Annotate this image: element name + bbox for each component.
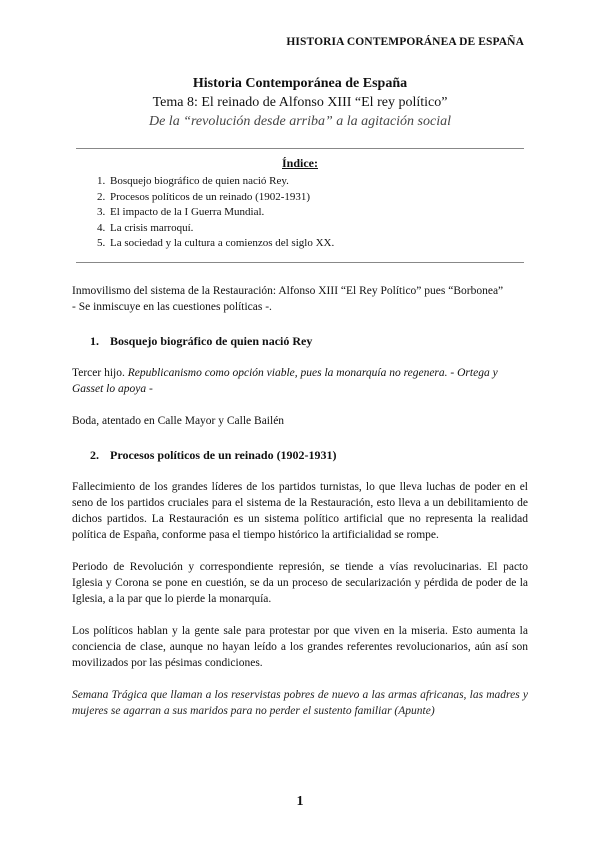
- section-2-paragraph-3: Los políticos hablan y la gente sale para protestar por que viven en la miseria. Esto aumenta la conciencia de clase, aunque no hayan leído a los grandes referentes revolucionarios, aún así son movilizados por las pésimas condiciones.: [72, 625, 528, 669]
- section-2-paragraph-1: Fallecimiento de los grandes líderes de los partidos turnistas, lo que lleva luchas de poder en el seno de los partidos cruciales para el sistema de la Restauración, esto lleva a un debilitamiento de dichos partidos. La Restauración es un sistema político artificial que no representa la realidad política de España, conforme pasa el tiempo histórico la artificialidad se rompe.: [72, 481, 528, 541]
- document-body: [72, 283, 528, 719]
- section-title: Procesos políticos de un reinado (1902-1931): [110, 448, 337, 462]
- section-2-paragraph-2: Periodo de Revolución y correspondiente represión, se tiende a vías revolucinarias. El pacto Iglesia y Corona se pone en cuestión, se da un proceso de secularización y pérdida de poder de la Iglesia, a la par que lo pierde la monarquía.: [72, 561, 528, 605]
- section-number: 1.: [90, 334, 99, 348]
- section-title: Bosquejo biográfico de quien nació Rey: [110, 334, 313, 348]
- intro-line-2: - Se inmiscuye en las cuestiones políticas -.: [72, 301, 272, 313]
- index-item: 5. La sociedad y la cultura a comienzos del siglo XX.: [108, 236, 524, 252]
- index-item: 4. La crisis marroquí.: [108, 221, 524, 237]
- table-of-contents: [76, 156, 524, 252]
- paragraph-plain-text: Tercer hijo.: [72, 367, 128, 379]
- document-title: Historia Contemporánea de España: [192, 76, 408, 91]
- document-tagline: De la “revolución desde arriba” a la agitación social: [148, 114, 451, 129]
- document-subtitle: Tema 8: El reinado de Alfonso XIII “El rey político”: [152, 95, 448, 110]
- section-number: 2.: [90, 448, 99, 462]
- top-divider: [76, 148, 524, 149]
- section-2-heading: [72, 447, 528, 463]
- index-item: 1. Bosquejo biográfico de quien nació Rey.: [108, 174, 524, 190]
- section-2-paragraph-4: Semana Trágica que llaman a los reservistas pobres de nuevo a las armas africanas, las madres y mujeres se agarran a sus maridos para no perder el sustento familiar (Apunte): [72, 689, 528, 717]
- section-1-paragraph-2: Boda, atentado en Calle Mayor y Calle Bailén: [72, 415, 285, 427]
- index-item: 3. El impacto de la I Guerra Mundial.: [108, 205, 524, 221]
- intro-line-1: Inmovilismo del sistema de la Restauración: Alfonso XIII “El Rey Político” pues “Borbonea”: [72, 285, 504, 297]
- index-list: [76, 174, 524, 252]
- section-1-paragraph-1: [72, 365, 528, 397]
- title-block: [76, 74, 524, 131]
- section-1-heading: [72, 333, 528, 349]
- index-item: 2. Procesos políticos de un reinado (1902-1931): [108, 190, 524, 206]
- page-number: 1: [296, 794, 304, 809]
- paragraph-italic-text: Republicanismo como opción viable, pues la monarquía no regenera. - Ortega y Gasset lo apoya -: [72, 367, 498, 395]
- index-heading: Índice:: [282, 156, 318, 170]
- running-header: HISTORIA CONTEMPORÁNEA DE ESPAÑA: [286, 36, 524, 48]
- bottom-divider: [76, 262, 524, 263]
